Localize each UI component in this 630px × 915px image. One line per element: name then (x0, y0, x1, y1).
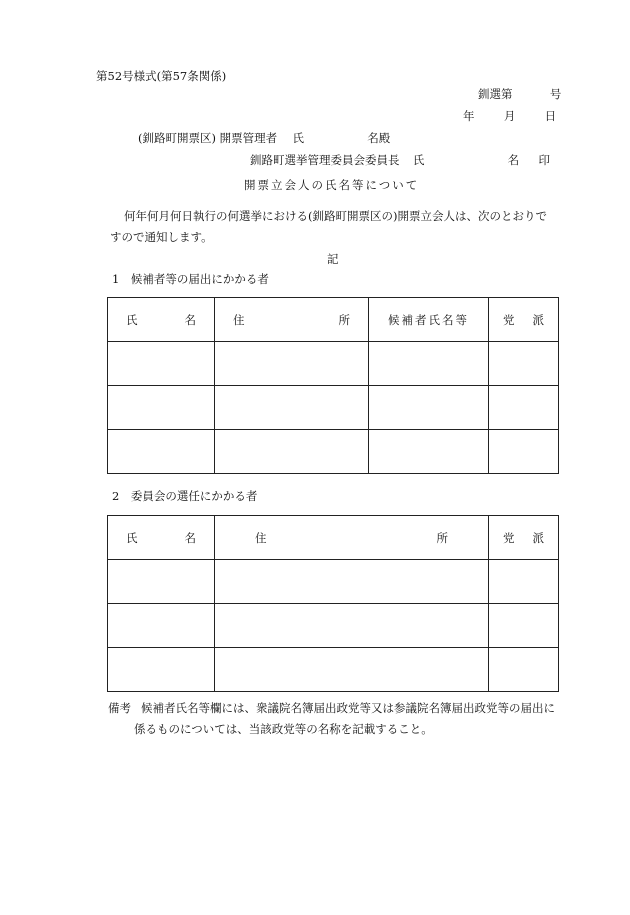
cell-address[interactable] (215, 604, 489, 648)
header-party (489, 298, 559, 342)
cell-candidate[interactable] (369, 386, 489, 430)
sender-name-label: 氏 (412, 153, 425, 167)
header-name-char-2: 名 (184, 530, 196, 545)
document-date (463, 109, 556, 123)
note-text-1: 候補者氏名等欄には、衆議院名簿届出政党等又は参議院名簿届出政党等の届出に (141, 701, 555, 715)
header-address (215, 516, 489, 560)
cell-party[interactable] (489, 560, 559, 604)
cell-party[interactable] (489, 604, 559, 648)
header-address-char-1: 住 (255, 530, 267, 545)
table-row (108, 386, 559, 430)
ki-marker: 記 (327, 252, 339, 266)
form-number: 第52号様式(第57条関係) (96, 69, 227, 83)
table-row (108, 342, 559, 386)
header-address-char-2: 所 (338, 312, 350, 327)
cell-party[interactable] (489, 648, 559, 692)
cell-party[interactable] (489, 430, 559, 474)
header-party-char-2: 派 (532, 530, 544, 545)
addressee (138, 131, 390, 145)
table-row (108, 430, 559, 474)
note-line-2: 係るものについては、当該政党等の名称を記載すること。 (134, 722, 433, 736)
table-row (108, 560, 559, 604)
cell-candidate[interactable] (369, 342, 489, 386)
header-name-char-1: 氏 (126, 312, 138, 327)
table-header-row (108, 298, 559, 342)
cell-address[interactable] (215, 386, 369, 430)
header-address-char-2: 所 (436, 530, 448, 545)
sender-name-label2: 名 (507, 153, 520, 167)
section-2-heading: 2 委員会の選任にかかる者 (112, 489, 258, 503)
header-address (215, 298, 369, 342)
addressee-title: 開票管理者 (219, 131, 278, 145)
date-day: 日 (544, 109, 557, 123)
sender-title: 釧路町選挙管理委員会委員長 (250, 153, 400, 167)
table-row (108, 604, 559, 648)
date-month: 月 (503, 109, 516, 123)
header-party-char-1: 党 (503, 530, 515, 545)
header-candidate (369, 298, 489, 342)
sender (250, 153, 550, 167)
cell-name[interactable] (108, 648, 215, 692)
committee-table (107, 515, 559, 692)
cell-party[interactable] (489, 386, 559, 430)
cell-party[interactable] (489, 342, 559, 386)
note-line-1 (108, 701, 555, 715)
candidate-table (107, 297, 559, 474)
section-1-heading: 1 候補者等の届出にかかる者 (112, 272, 269, 286)
header-name-char-2: 名 (184, 312, 196, 327)
cell-address[interactable] (215, 648, 489, 692)
header-candidate-label: 候補者氏名等 (388, 312, 469, 327)
date-year: 年 (463, 109, 475, 123)
table-header-row (108, 516, 559, 560)
subject-title: 開票立会人の氏名等について (244, 178, 420, 192)
header-name (108, 298, 215, 342)
cell-name[interactable] (108, 604, 215, 648)
header-name (108, 516, 215, 560)
table-row (108, 648, 559, 692)
header-address-char-1: 住 (233, 312, 245, 327)
body-line-1: 何年何月何日執行の何選挙における(釧路町開票区の)開票立会人は、次のとおりで (124, 209, 547, 223)
cell-address[interactable] (215, 430, 369, 474)
cell-address[interactable] (215, 342, 369, 386)
document-number (478, 87, 561, 101)
header-party (489, 516, 559, 560)
note-label: 備考 (108, 701, 131, 715)
cell-candidate[interactable] (369, 430, 489, 474)
doc-number-suffix: 号 (549, 87, 562, 101)
cell-name[interactable] (108, 342, 215, 386)
doc-number-prefix: 釧選第 (478, 87, 513, 101)
cell-name[interactable] (108, 560, 215, 604)
cell-name[interactable] (108, 430, 215, 474)
header-name-char-1: 氏 (126, 530, 138, 545)
header-party-char-2: 派 (532, 312, 544, 327)
addressee-honorific: 名殿 (367, 131, 391, 145)
seal-mark: 印 (538, 153, 550, 167)
addressee-name-label: 氏 (292, 131, 304, 145)
cell-name[interactable] (108, 386, 215, 430)
addressee-area: (釧路町開票区) (138, 131, 216, 145)
cell-address[interactable] (215, 560, 489, 604)
body-line-2: すので通知します。 (110, 230, 213, 244)
header-party-char-1: 党 (503, 312, 515, 327)
